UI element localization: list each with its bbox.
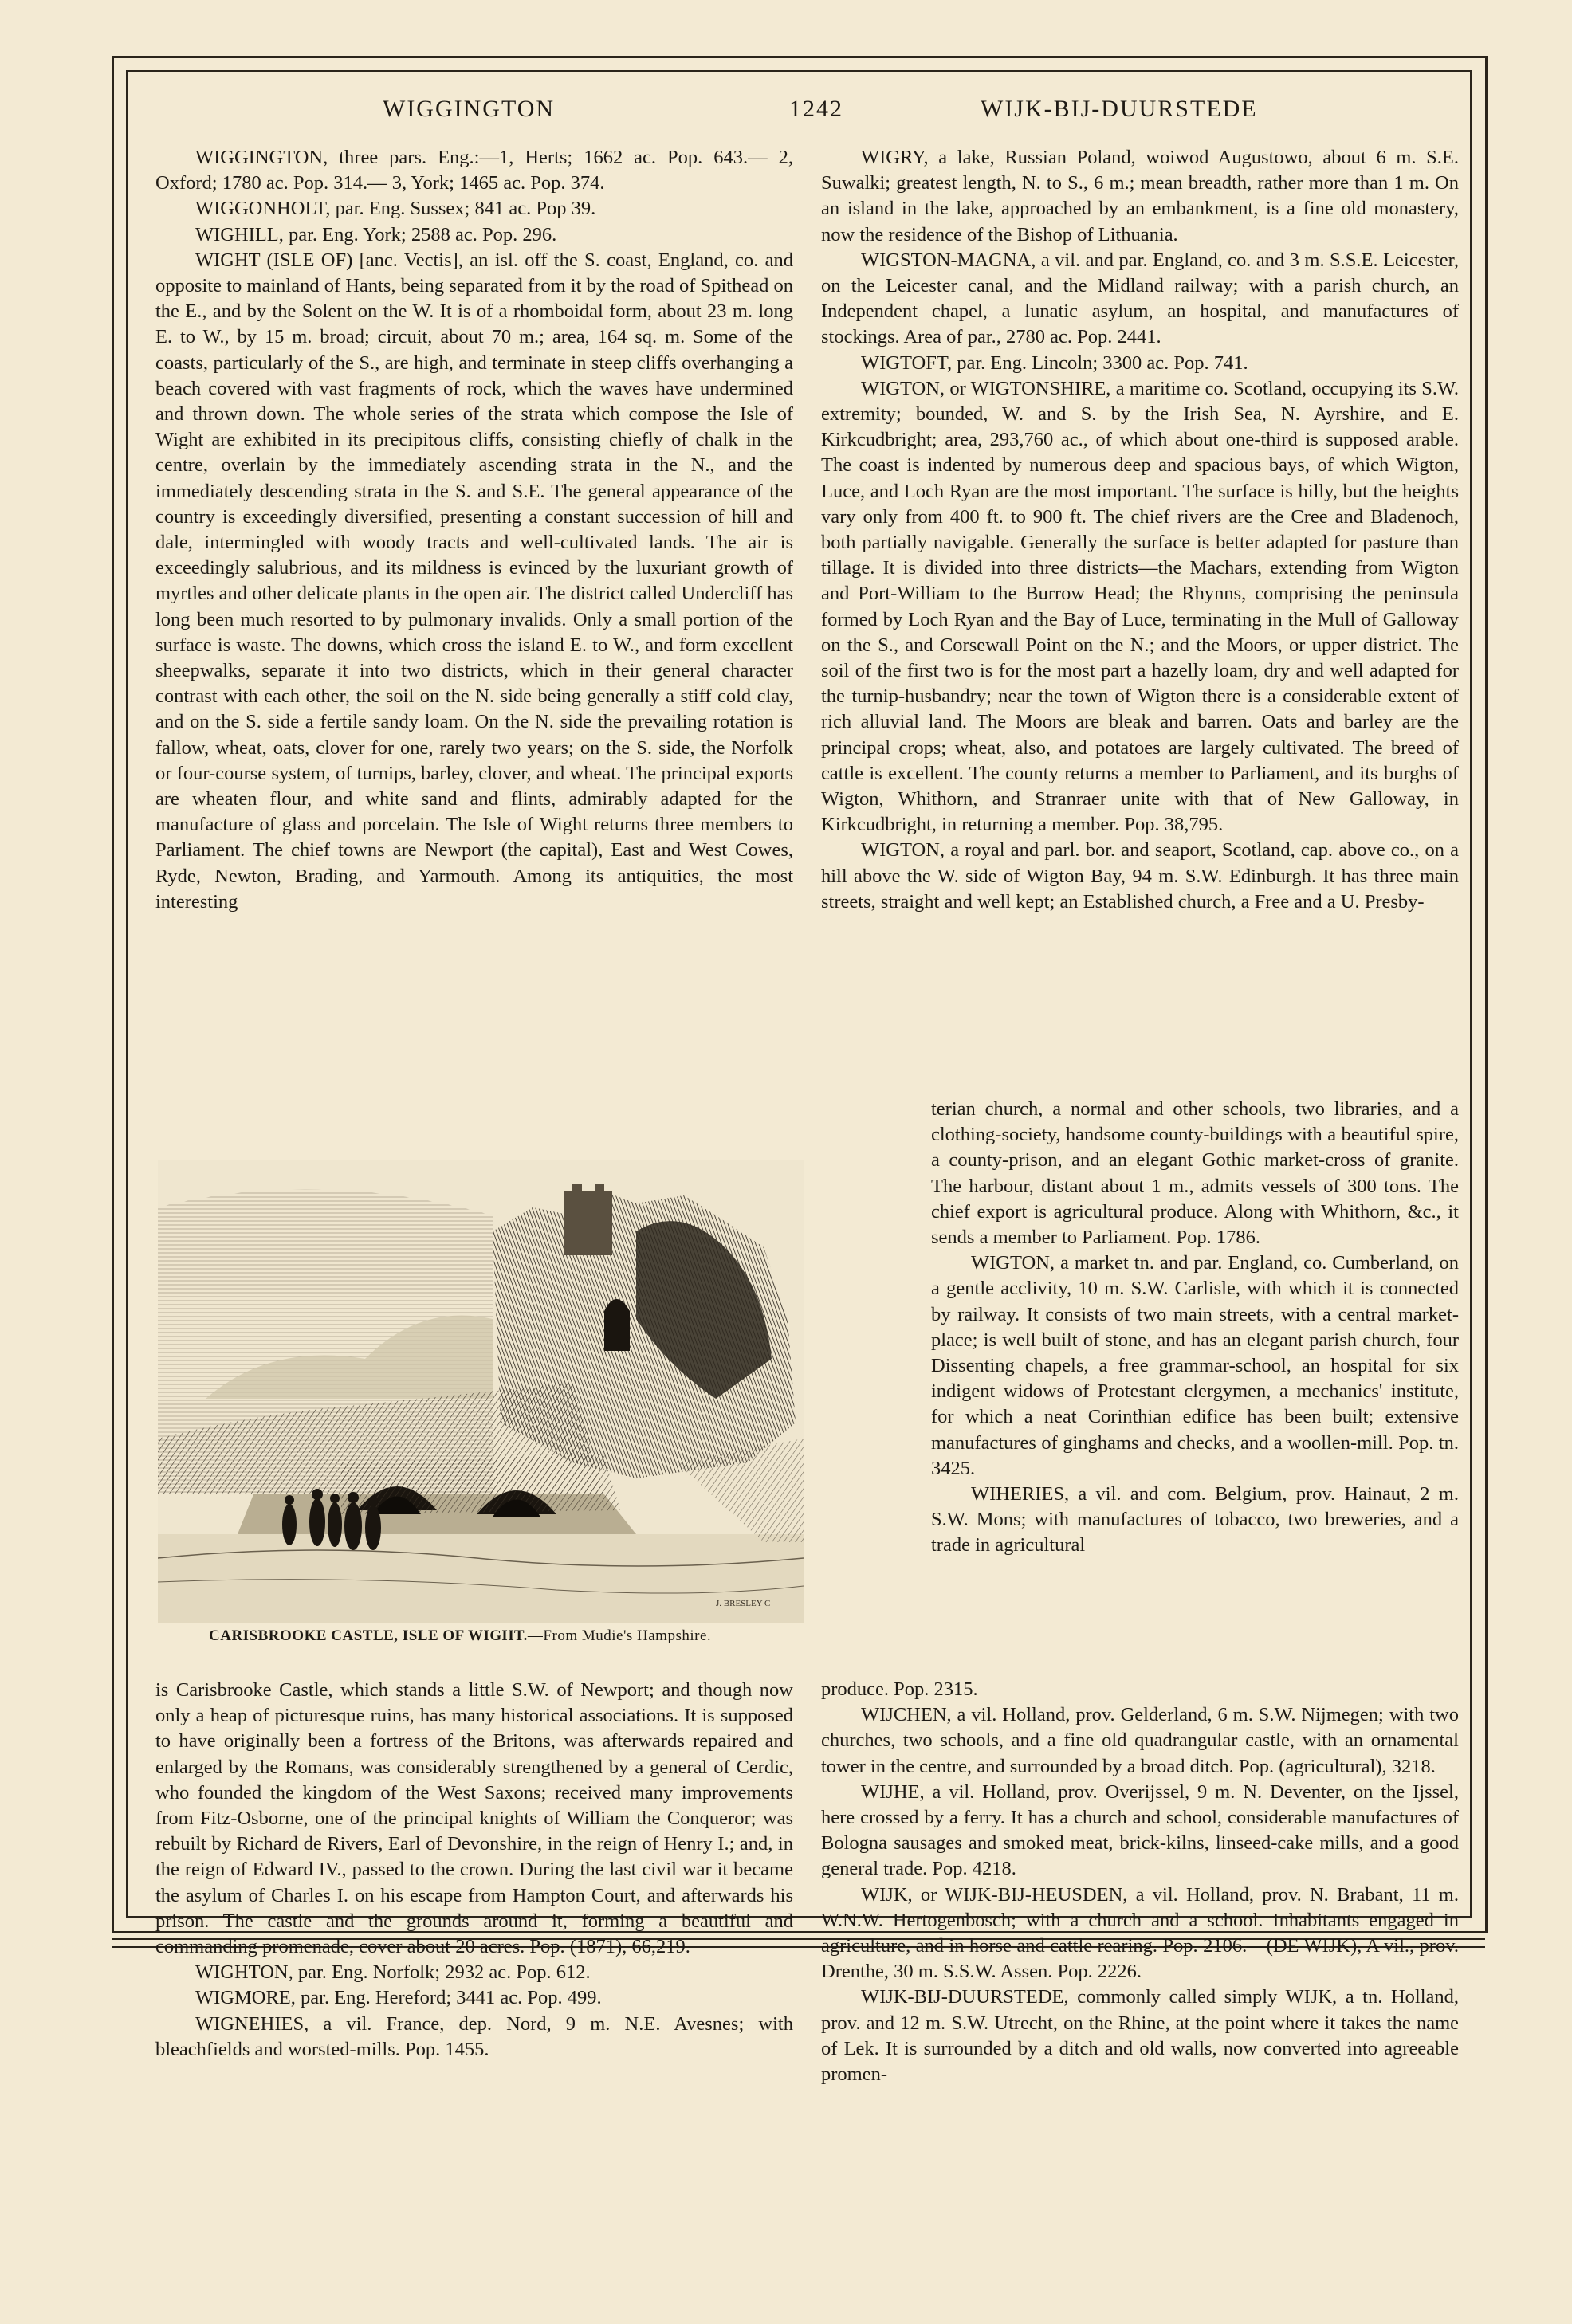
gazetteer-entry [155, 222, 793, 248]
gazetteer-entry [821, 248, 1459, 351]
entry-headword: WIGTON [861, 839, 940, 862]
carisbrooke-castle-illustration [158, 1160, 804, 1623]
entry-headword: WIGHT [195, 249, 261, 271]
right-column-bottom [821, 1677, 1459, 2087]
engraver-signature: J. BRESLEY C [716, 1599, 771, 1608]
entry-headword: WIGTON [971, 1252, 1050, 1274]
entry-text: , par. Eng. Hereford; 3441 ac. Pop. 499. [290, 1987, 602, 2009]
entry-text: , three pars. Eng.:—1, Herts; 1662 ac. Pop. 643.— 2, Oxford; 1780 ac. Pop. 314.— 3, York; 1465 ac. Pop. 374. [155, 147, 793, 194]
entry-text: , a vil. France, dep. Nord, 9 m. N.E. Avesnes; with bleachfields and worsted-mills. Pop. 1455. [155, 2012, 793, 2060]
gazetteer-entry [931, 1250, 1459, 1482]
entry-headword: WIJK-BIJ-DUURSTEDE [861, 1986, 1064, 2008]
entry-headword: WIGNEHIES [195, 2012, 305, 2035]
entry-text: , par. Eng. Norfolk; 2932 ac. Pop. 612. [288, 1961, 591, 1984]
entry-text: (ISLE OF) [anc. Vectis], an isl. off the S. coast, England, co. and opposite to mainland of Hants, being separated from it by the road of Spithead on the E., and by the Solent on the W. It is of a rhomboidal form, about 23 m. long E. to W., by 15 m. broad; circuit, about 70 m.; area, 164 sq. m. Some of the coasts, particularly of the S., are high, and terminate in steep cliffs overhanging a beach covered with vast fragments of rock, which the waves have undermined and thrown down. The whole series of the strata which compose the Isle of Wight are exhibited in its precipitous cliffs, consisting chiefly of chalk in the centre, overlain by the immediately ascending strata in the N., and the immediately descending strata in the S. and S.E. The general appearance of the country is exceedingly diversified, presenting a constant succession of hill and dale, intermingled with woody tracts and well-cultivated lands. The air is exceedingly salubrious, and its mildness is evinced by the luxuriant growth of myrtles and other delicate plants in the open air. The district called Undercliff has long been much resorted to by pulmonary invalids. Only a small portion of the surface is waste. The downs, which cross the island E. to W., and form excellent sheepwalks, separate it into two districts, which in their general character contrast with each other, the soil on the N. side being generally a stiff cold clay, and on the S. side a fertile sandy loam. On the N. side the prevailing rotation is fallow, wheat, oats, clover for one, rarely two years; on the S. side, the Norfolk or four-course system, of turnips, barley, clover, and wheat. The principal exports are wheaten flour, and white sand and flints, admirably adapted for the manufacture of glass and porcelain. The Isle of Wight returns three members to Parliament. The chief towns are Newport (the capital), East and West Cowes, Ryde, Newton, Brading, and Yarmouth. Among its antiquities, the most interesting [155, 249, 793, 913]
illustration-caption [209, 1627, 711, 1645]
header-right: WIJK-BIJ-DUURSTEDE [981, 96, 1258, 122]
gazetteer-entry [155, 196, 793, 222]
gazetteer-entry [155, 145, 793, 196]
right-column-top [821, 145, 1459, 915]
entry-headword: WIJCHEN [861, 1704, 947, 1726]
left-column-bottom [155, 1678, 793, 2063]
entry-text: produce. Pop. 2315. [821, 1678, 978, 1700]
running-header [143, 96, 1451, 128]
entry-headword: WIGGINGTON [195, 147, 324, 168]
entry-text: , par. Eng. Sussex; 841 ac. Pop 39. [325, 198, 596, 220]
entry-text: , or WIJK-BIJ-HEUSDEN, a vil. Holland, prov. N. Brabant, 11 m. W.N.W. Hertogenbosch; with a church and a school. Inhabitants engaged in agriculture, and in horse and cattle rearing. Pop. 2106.—(DE WIJK), A vil., prov. Drenthe, 30 m. S.S.W. Assen. Pop. 2226. [821, 1883, 1459, 1983]
gazetteer-entry [821, 351, 1459, 376]
entry-text: , a vil. and com. Belgium, prov. Hainaut, 2 m. S.W. Mons; with manufactures of tobacco, two breweries, and a trade in agricultural [931, 1483, 1459, 1557]
entry-text: , a vil. and par. England, co. and 3 m. S.S.E. Leicester, on the Leicester canal, and the Midland railway; with a parish church, an Independent chapel, a lunatic asylum, an hospital, and manufactures of stockings. Area of par., 2780 ac. Pop. 2441. [821, 249, 1459, 348]
entry-text: terian church, a normal and other schools, two libraries, and a clothing-society, handsome county-buildings with a beautiful spire, a county-prison, and an elegant Gothic market-cross of granite. The harbour, distant about 1 m., admits vessels of 300 tons. The chief export is agricultural produce. Along with Whithorn, &c., it sends a member to Parliament. Pop. 1786. [931, 1098, 1459, 1249]
gazetteer-entry [821, 1882, 1459, 1985]
header-left: WIGGINGTON [383, 96, 556, 122]
entry-text: , par. Eng. York; 2588 ac. Pop. 296. [278, 223, 557, 245]
entry-text: , par. Eng. Lincoln; 3300 ac. Pop. 741. [946, 351, 1248, 374]
gazetteer-entry [155, 1678, 793, 1960]
left-column-top [155, 145, 793, 915]
gazetteer-entry [155, 2012, 793, 2063]
gazetteer-entry [821, 1984, 1459, 2087]
entry-text: , commonly called simply WIJK, a tn. Holland, prov. and 12 m. S.W. Utrecht, on the Rhine, at the point where it takes the name of Lek. It is surrounded by a ditch and old walls, now converted into agreeable promen- [821, 1986, 1459, 2086]
gazetteer-entry [821, 145, 1459, 248]
gazetteer-entry [821, 1677, 1459, 1702]
entry-headword: WIJK [861, 1883, 908, 1906]
entry-headword: WIGRY [861, 147, 924, 168]
entry-text: , a vil. Holland, prov. Overijssel, 9 m. N. Deventer, on the Ijssel, here crossed by a ferry. It has a church and school, considerable manufactures of Bologna sausages and smoked meat, brick-kilns, linseed-cake mills, and a good general trade. Pop. 4218. [821, 1780, 1459, 1880]
entry-headword: WIJHE [861, 1780, 920, 1803]
page-number: 1242 [789, 96, 843, 122]
gazetteer-entry [155, 1985, 793, 2011]
entry-text: , a market tn. and par. England, co. Cumberland, on a gentle acclivity, 10 m. S.W. Carlisle, with which it is connected by railway. It consists of two main streets, with a central market-place; is well built of stone, and has an elegant parish church, four Dissenting chapels, a free grammar-school, an hospital for six indigent widows of Protestant clergymen, a mechanics' institute, for which a neat Corinthian edifice has been built; extensive manufactures of ginghams and checks, and a woollen-mill. Pop. tn. 3425. [931, 1252, 1459, 1479]
caption-title: CARISBROOKE CASTLE, ISLE OF WIGHT. [209, 1627, 528, 1644]
entry-headword: WIGHILL [195, 223, 279, 245]
entry-headword: WIGMORE [195, 1987, 291, 2009]
entry-headword: WIGSTON-MAGNA [861, 249, 1032, 271]
entry-text: , a vil. Holland, prov. Gelderland, 6 m. S.W. Nijmegen; with two churches, two schools, and a fine old quadrangular castle, with an ornamental tower in the centre, and surrounded by a broad ditch. Pop. (agricultural), 3218. [821, 1704, 1459, 1777]
gazetteer-entry [821, 1780, 1459, 1882]
gazetteer-entry [155, 1960, 793, 1985]
gazetteer-entry [821, 838, 1459, 915]
entry-text: , a lake, Russian Poland, woiwod Augustowo, about 6 m. S.E. Suwalki; greatest length, N. to S., 6 m.; mean breadth, rather more than 1 m. On an island in the lake, approached by an embankment, is a fine old monastery, now the residence of the Bishop of Lithuania. [821, 147, 1459, 245]
right-column-narrow [931, 1097, 1459, 1559]
gazetteer-entry [931, 1097, 1459, 1250]
gazetteer-entry [821, 376, 1459, 838]
entry-text: is Carisbrooke Castle, which stands a little S.W. of Newport; and though now only a heap of picturesque ruins, has many historical associations. It is supposed to have originally been a fortress of the Britons, was afterwards repaired and enlarged by the Romans, was considerably strengthened by a general of Cerdic, who founded the kingdom of the West Saxons; received many improvements from Fitz-Osborne, one of the principal knights of William the Conqueror; was rebuilt by Richard de Rivers, Earl of Devonshire, in the reign of Henry I.; and, in the reign of Edward IV., passed to the crown. During the last civil war it became the asylum of Charles I. on his escape from Hampton Court, and afterwards his prison. The castle and the grounds around it, forming a beautiful and commanding promenade, cover about 20 acres. Pop. (1871), 66,219. [155, 1679, 793, 1958]
entry-text: , a royal and parl. bor. and seaport, Scotland, cap. above co., on a hill above the W. side of Wigton Bay, 94 m. S.W. Edinburgh. It has three main streets, straight and well kept; an Established church, a Free and a U. Presby- [821, 839, 1459, 913]
entry-headword: WIGTOFT [861, 351, 947, 374]
entry-headword: WIGTON [861, 377, 940, 399]
entry-headword: WIGHTON [195, 1961, 289, 1984]
entry-text: , or WIGTONSHIRE, a maritime co. Scotland, occupying its S.W. extremity; bounded, W. and S. by the Irish Sea, N. Ayrshire, and E. Kirkcudbright; area, 293,760 ac., of which about one-third is supposed arable. The coast is indented by numerous deep and spacious bays, of which Wigton, Luce, and Loch Ryan are the most important. The surface is hilly, but the heights vary only from 400 ft. to 900 ft. The chief rivers are the Cree and Bladenoch, both partially navigable. Generally the surface is better adapted for pasture than tillage. It is divided into three districts—the Machars, extending from Wigton and Port-William to the Burrow Head; the Rhynns, comprising the peninsula formed by Loch Ryan and the Bay of Luce, terminating in the Mull of Galloway on the S., and Corsewall Point on the N.; and the Moors, or upper district. The soil of the first two is for the most part a hazelly loam, dry and well adapted for the turnip-husbandry; near the town of Wigton there is a considerable extent of rich alluvial land. The Moors are bleak and barren. Oats and barley are the principal crops; wheat, also, and potatoes are largely cultivated. The breed of cattle is excellent. The county returns a member to Parliament, and its burghs of Wigton, Whithorn, and Stranraer unite with that of New Galloway, in Kirkcudbright, in returning a member. Pop. 38,795. [821, 377, 1459, 836]
caption-source: —From Mudie's Hampshire. [527, 1627, 712, 1644]
gazetteer-entry [155, 248, 793, 915]
gazetteer-entry [821, 1702, 1459, 1780]
gazetteer-entry [931, 1482, 1459, 1559]
entry-headword: WIHERIES [971, 1483, 1065, 1505]
entry-headword: WIGGONHOLT [195, 198, 326, 220]
